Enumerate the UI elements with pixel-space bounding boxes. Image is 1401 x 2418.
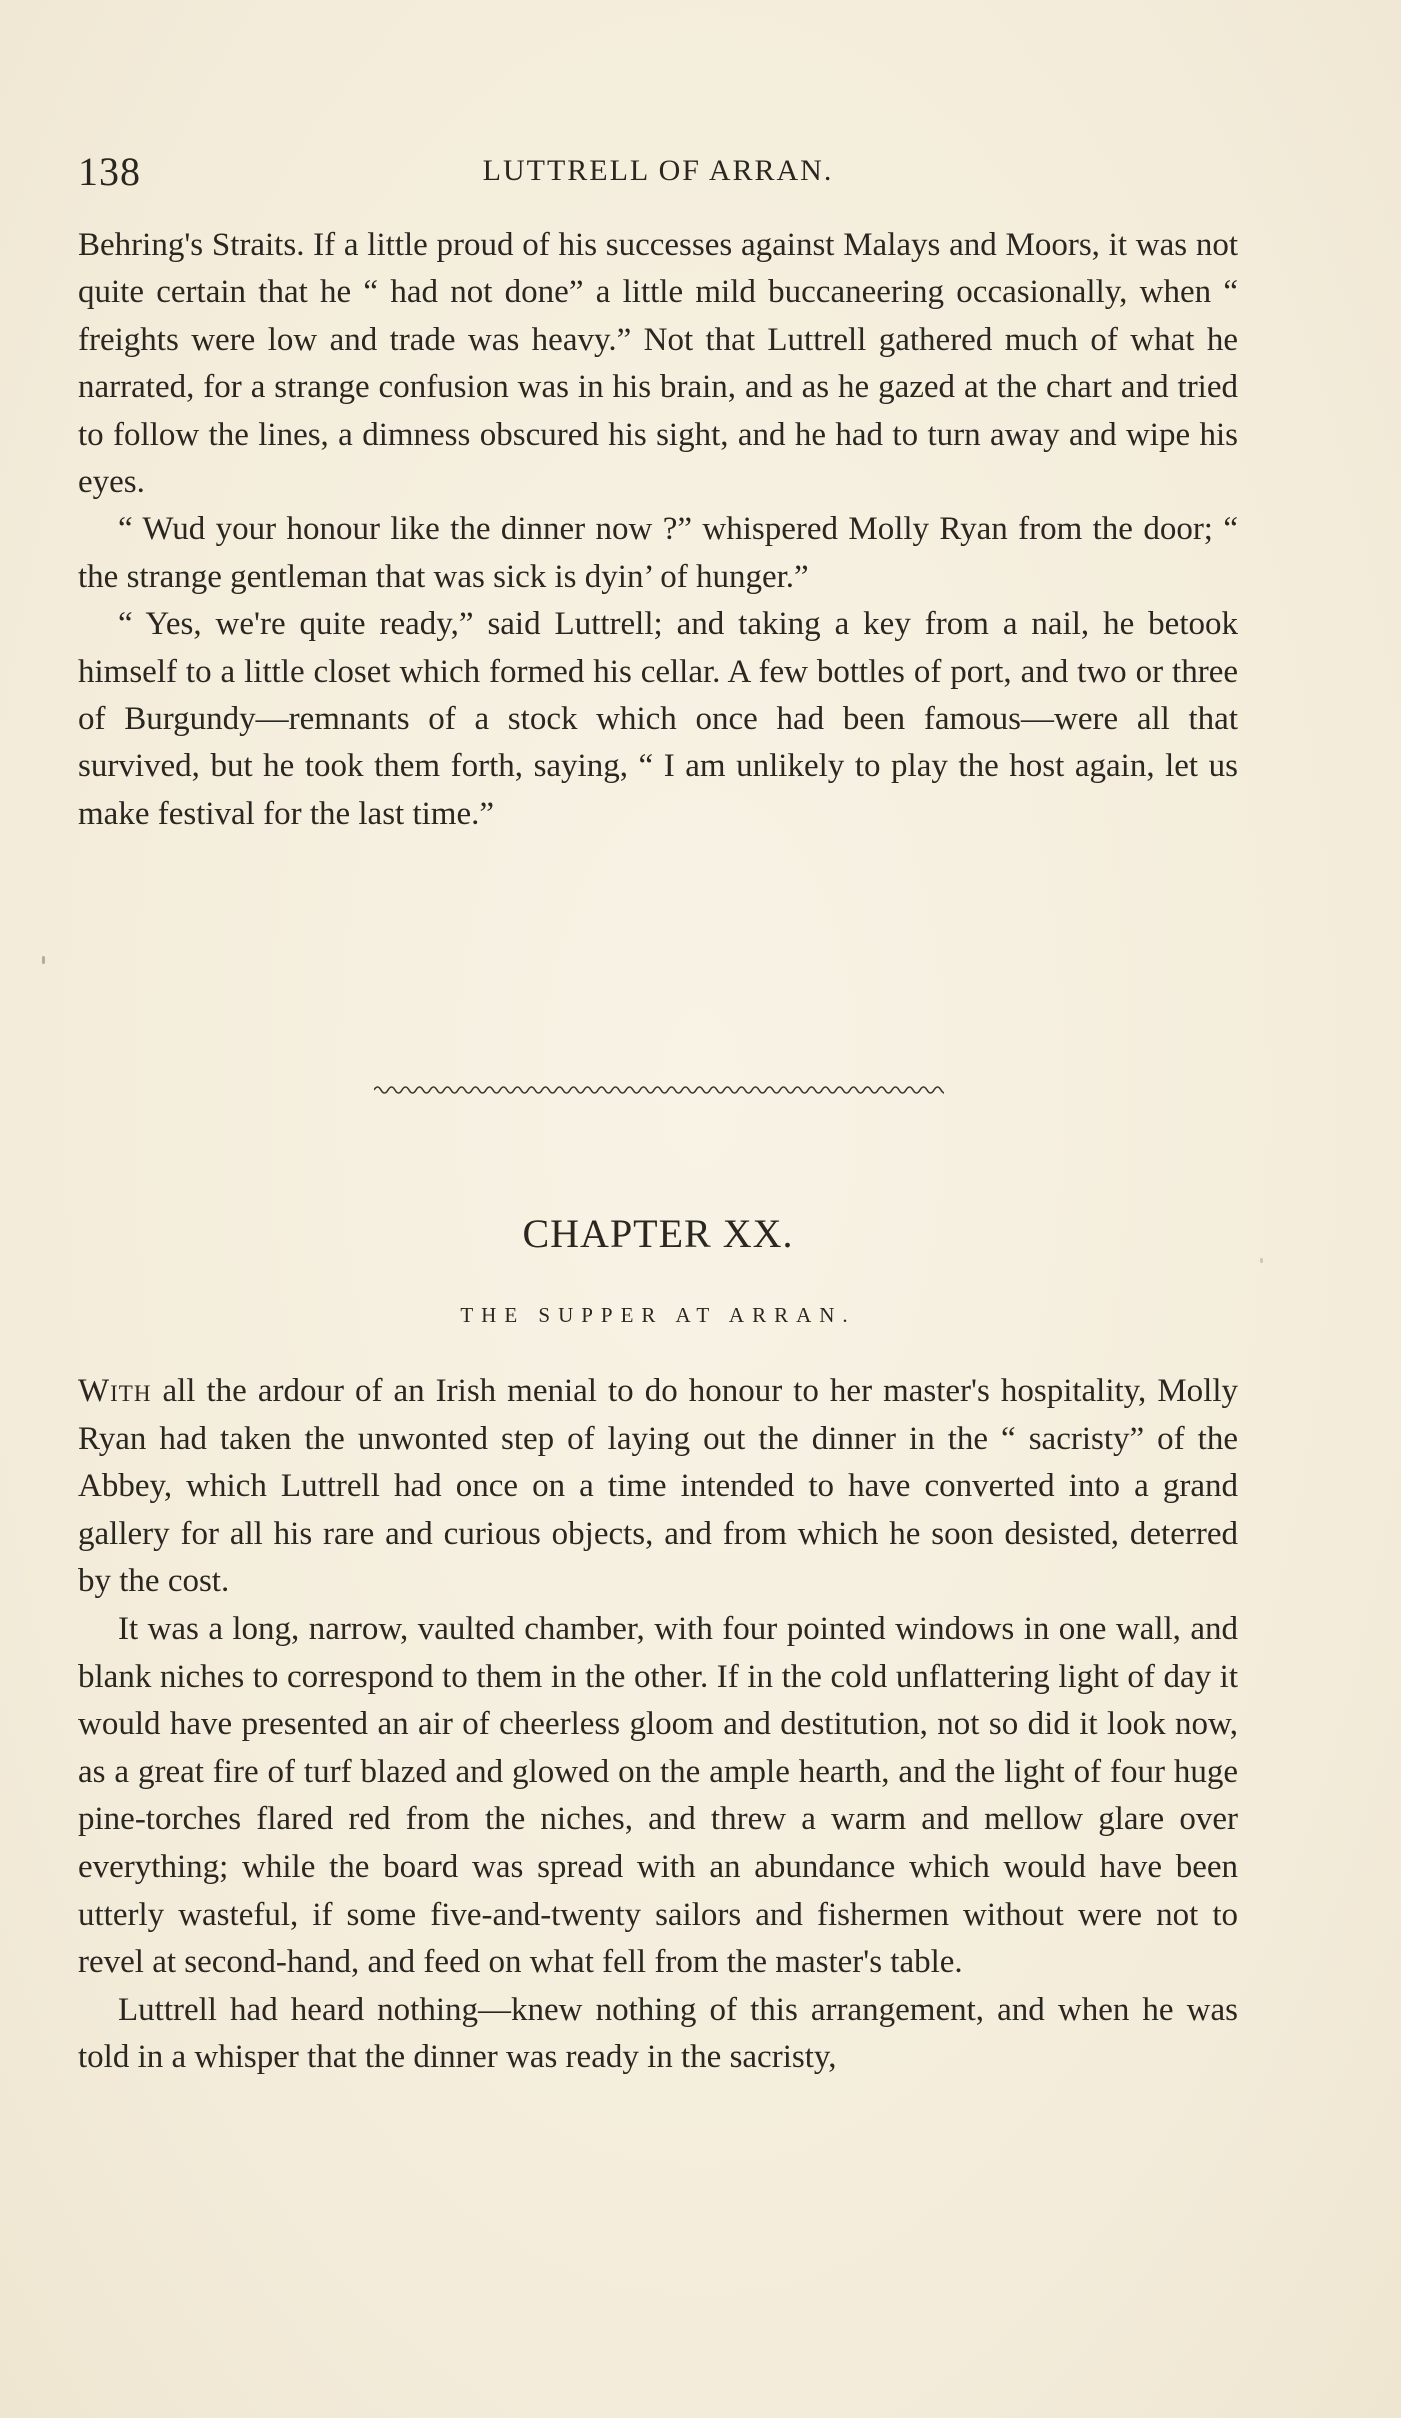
paragraph-opening (78, 1368, 1238, 1606)
wavy-rule-ornament (374, 1080, 944, 1100)
margin-speck (1260, 1258, 1263, 1263)
chapter-subtitle: THE SUPPER AT ARRAN. (460, 1303, 856, 1327)
opening-word: With (78, 1373, 152, 1409)
running-head: LUTTRELL OF ARRAN. (482, 154, 834, 187)
margin-speck (42, 956, 45, 964)
bottom-text-block (78, 1368, 1238, 2082)
page-number: 138 (78, 149, 141, 194)
paragraph-luttrell-cellar: “ Yes, we're quite ready,” said Luttrell; and taking a key from a nail, he betook himself to a little closet which formed his cellar. A few bottles of port, and two or three of Burgundy—remnants of a stock which once had been famous—were all that survived, but he took them forth, saying, “ I am unlikely to play the host again, let us make festival for the last time.” (78, 606, 1238, 832)
paragraph-molly-ryan: “ Wud your honour like the dinner now ?” whispered Molly Ryan from the door; “ the strange gentleman that was sick is dyin’ of hunger.” (78, 511, 1238, 595)
page-header (78, 148, 1238, 208)
paragraph-continued: Behring's Straits. If a little proud of his successes against Malays and Moors, it was not quite certain that he “ had not done” a little mild buccaneering occasionally, when “ freights were low and trade was heavy.” Not that Luttrell gathered much of what he narrated, for a strange confusion was in his brain, and as he gazed at the chart and tried to follow the lines, a dimness obscured his sight, and he had to turn away and wipe his eyes. (78, 227, 1238, 501)
paragraph-luttrell-heard: Luttrell had heard nothing—knew nothing of this arrangement, and when he was told in a whisper that the dinner was ready in the sacristy, (78, 1991, 1238, 2076)
paragraph-vaulted-chamber: It was a long, narrow, vaulted chamber, with four pointed windows in one wall, and blank niches to correspond to them in the other. If in the cold unflattering light of day it would have presented an air of cheerless gloom and destitution, not so did it look now, as a great fire of turf blazed and glowed on the ample hearth, and the light of four huge pine-torches flared red from the niches, and threw a warm and mellow glare over everything; while the board was spread with an abundance which would have been utterly wasteful, if some five-and-twenty sailors and fishermen without were not to revel at second-hand, and feed on what fell from the master's table. (78, 1610, 1238, 1981)
chapter-title: CHAPTER XX. (522, 1211, 794, 1256)
opening-text: all the ardour of an Irish menial to do honour to her master's hospitality, Molly Ryan had taken the unwonted step of laying out the dinner in the “ sacristy” of the Abbey, which Luttrell had once on a time intended to have converted into a grand gallery for all his rare and curious objects, and from which he soon desisted, deterred by the cost. (78, 1373, 1238, 1600)
top-text-block (78, 222, 1238, 838)
